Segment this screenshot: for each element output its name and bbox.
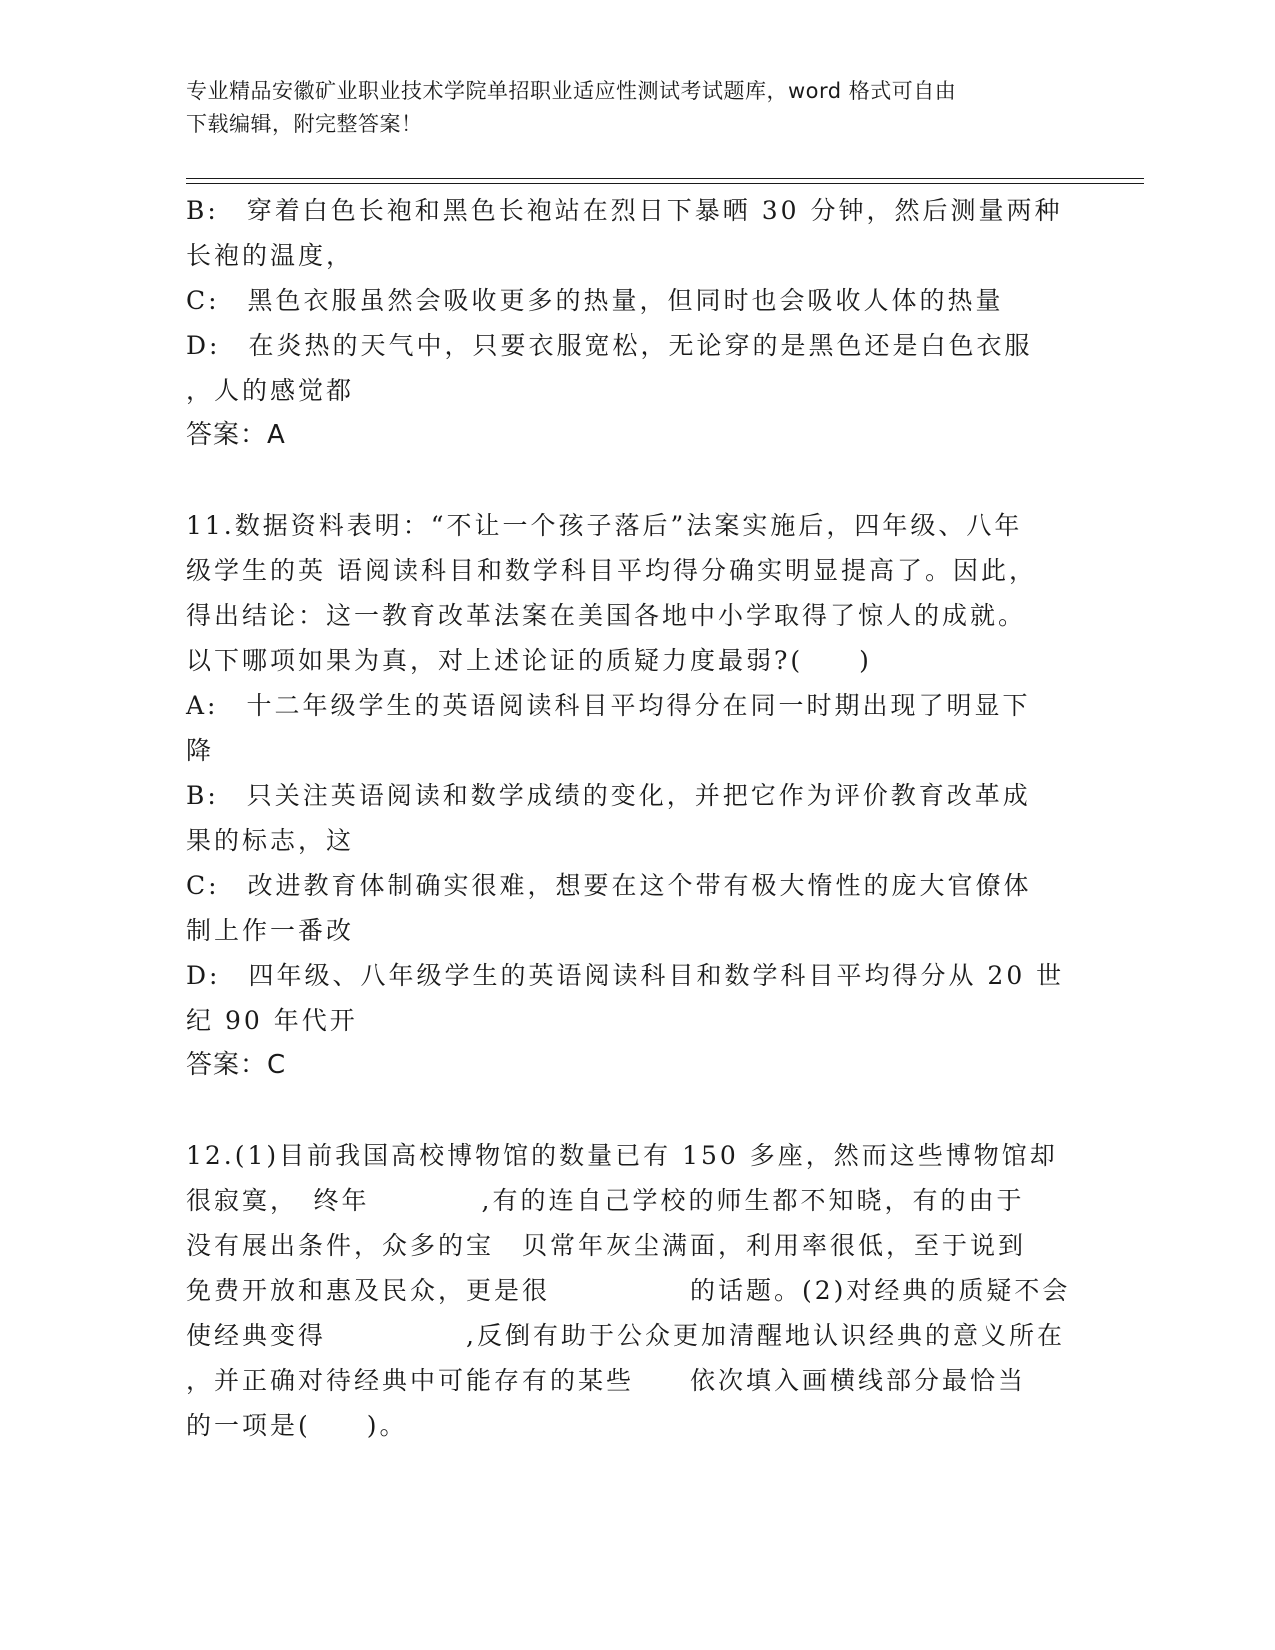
q11-stem-line-2: 级学生的英 语阅读科目和数学科目平均得分确实明显提高了。因此，	[186, 556, 1037, 585]
spacer	[186, 458, 1086, 503]
q11-option-c-line-2: 制上作一番改	[186, 916, 355, 945]
q11-option-c-line-1: C: 改进教育体制确实很难，想要在这个带有极大惰性的庞大官僚体	[186, 871, 1032, 900]
header-rule-top	[186, 178, 1144, 179]
document-header	[186, 75, 1066, 141]
q10-option-b-line-2: 长袍的温度，	[186, 241, 355, 270]
q10-option-d-line-1: D: 在炎热的天气中，只要衣服宽松，无论穿的是黑色还是白色衣服	[186, 331, 1033, 360]
q11-option-d-line-2: 纪 90 年代开	[186, 1006, 358, 1035]
question-10-tail	[186, 188, 1086, 458]
q12-line-6: ，并正确对待经典中可能存有的某些 依次填入画横线部分最恰当	[186, 1366, 1027, 1395]
q12-line-2: 很寂寞， 终年 ,有的连自己学校的师生都不知晓，有的由于	[186, 1186, 1025, 1215]
spacer	[186, 1088, 1086, 1133]
q10-option-b-line-1: B: 穿着白色长袍和黑色长袍站在烈日下暴晒 30 分钟，然后测量两种	[186, 196, 1063, 225]
question-11	[186, 503, 1086, 1088]
q12-line-3: 没有展出条件，众多的宝 贝常年灰尘满面，利用率很低，至于说到	[186, 1231, 1027, 1260]
q11-stem-line-4: 以下哪项如果为真，对上述论证的质疑力度最弱?( )	[186, 646, 872, 675]
q11-option-d-line-1: D: 四年级、八年级学生的英语阅读科目和数学科目平均得分从 20 世	[186, 961, 1065, 990]
q12-line-4: 免费开放和惠及民众，更是很 的话题。(2)对经典的质疑不会	[186, 1276, 1071, 1305]
question-12	[186, 1133, 1086, 1448]
header-rule-bottom	[186, 183, 1144, 184]
q11-option-b-line-1: B: 只关注英语阅读和数学成绩的变化，并把它作为评价教育改革成	[186, 781, 1031, 810]
q11-option-b-line-2: 果的标志，这	[186, 826, 355, 855]
q11-option-a-line-1: A: 十二年级学生的英语阅读科目平均得分在同一时期出现了明显下	[186, 691, 1031, 720]
q11-answer: 答案：C	[186, 1050, 287, 1080]
q12-line-1: 12.(1)目前我国高校博物馆的数量已有 150 多座，然而这些博物馆却	[186, 1141, 1058, 1170]
q11-stem-line-1: 11.数据资料表明：“不让一个孩子落后”法案实施后，四年级、八年	[186, 511, 1023, 540]
q10-option-c-line-1: C: 黑色衣服虽然会吸收更多的热量，但同时也会吸收人体的热量	[186, 286, 1004, 315]
q10-option-d-line-2: ，人的感觉都	[186, 376, 355, 405]
q10-answer: 答案：A	[186, 420, 286, 450]
question-content	[186, 188, 1086, 1448]
q12-line-7: 的一项是( )。	[186, 1411, 408, 1440]
q11-stem-line-3: 得出结论：这一教育改革法案在美国各地中小学取得了惊人的成就。	[186, 601, 1027, 630]
header-line-1: 专业精品安徽矿业职业技术学院单招职业适应性测试考试题库，word 格式可自由	[186, 79, 957, 103]
q11-option-a-line-2: 降	[186, 736, 215, 765]
header-line-2: 下载编辑，附完整答案！	[186, 112, 423, 136]
q12-line-5: 使经典变得 ,反倒有助于公众更加清醒地认识经典的意义所在	[186, 1321, 1065, 1350]
